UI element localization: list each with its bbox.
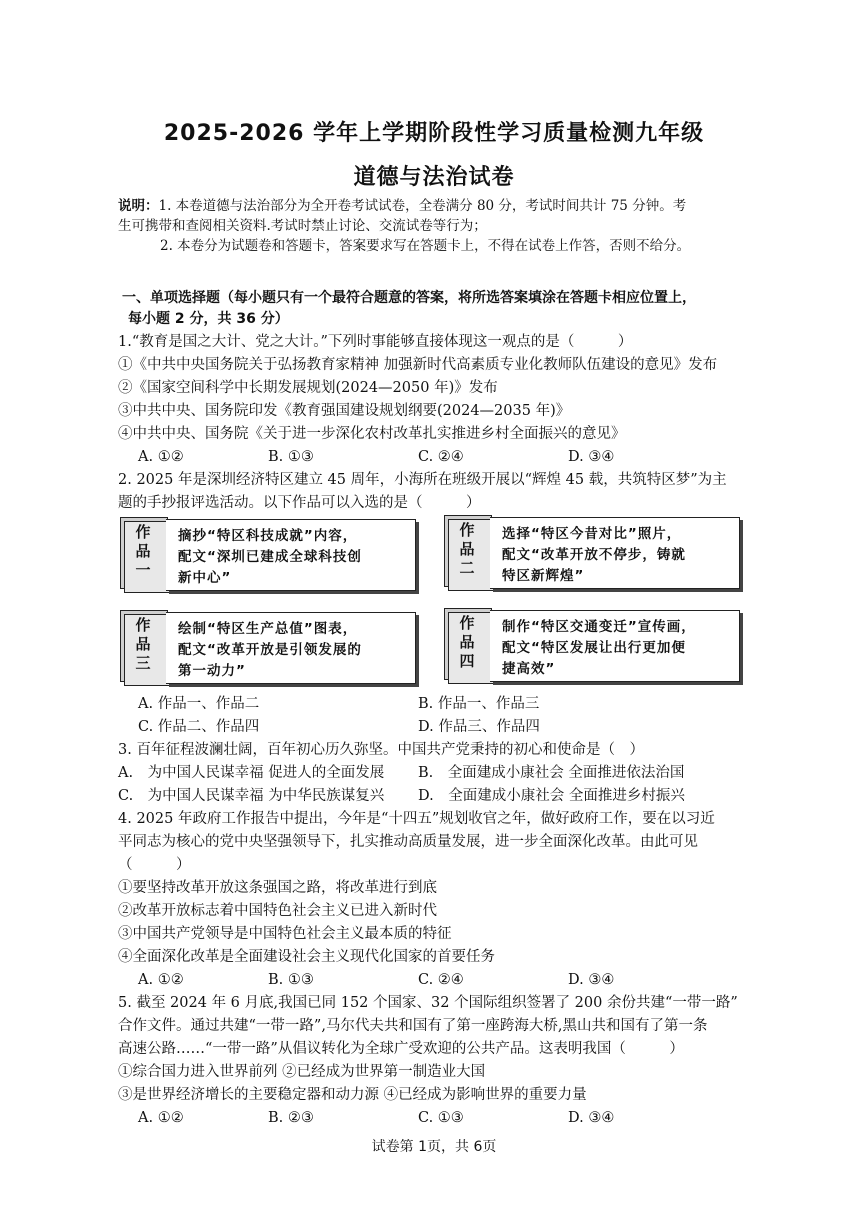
artwork-card-2-text: 选择“特区今昔对比”照片， 配文“改革开放不停步，铸就 特区新辉煌” [502, 526, 686, 584]
q4-item-3: ③中国共产党领导是中国特色社会主义最本质的特征 [118, 926, 452, 942]
artwork-card-1 [118, 517, 418, 595]
artwork-card-4-tag: 作品四 [459, 614, 475, 670]
q2-stem-line-2: 题的手抄报评选活动。以下作品可以入选的是（ ） [118, 495, 481, 511]
q4-item-4: ④全面深化改革是全面建设社会主义现代化国家的首要任务 [118, 949, 495, 965]
artwork-card-3-text: 绘制“特区生产总值”图表， 配文“改革开放是引领发展的 第一动力” [178, 621, 362, 679]
q5-stem-line-3: 高速公路……“一带一路”从倡议转化为全球广受欢迎的公共产品。这表明我国（ ） [118, 1041, 684, 1057]
q3-option-c: C. 为中国人民谋幸福 为中华民族谋复兴 [118, 788, 385, 804]
page-footer: 试卷第 1页，共 6页 [371, 1139, 497, 1155]
q5-option-a: A. ①② [138, 1110, 184, 1126]
notes-line-1: 说明：1. 本卷道德与法治部分为全开卷考试试卷，全卷满分 80 分，考试时间共计 75 分钟。考 [118, 198, 687, 214]
q5-option-c: C. ①③ [418, 1110, 464, 1126]
q2-option-c: C. 作品二、作品四 [138, 719, 260, 735]
artwork-card-1-text: 摘抄“特区科技成就”内容， 配文“深圳已建成全球科技创 新中心” [178, 528, 362, 586]
q5-option-d: D. ③④ [568, 1110, 615, 1126]
q2-stem-line-1: 2. 2025 年是深圳经济特区建立 45 周年，小海所在班级开展以“辉煌 45 载，共筑特区梦”为主 [118, 472, 727, 488]
q3-option-d: D. 全面建成小康社会 全面推进乡村振兴 [418, 788, 685, 804]
q1-stem: 1.“教育是国之大计、党之大计。”下列时事能够直接体现这一观点的是（ ） [118, 334, 633, 350]
q4-stem-line-3: （ ） [118, 857, 191, 873]
q5-stem-line-2: 合作文件。通过共建“一带一路”,马尔代夫共和国有了第一座跨海大桥,黑山共和国有了第一条 [118, 1018, 708, 1034]
q5-option-b: B. ②③ [268, 1110, 314, 1126]
q5-stem-line-1: 5. 截至 2024 年 6 月底,我国已同 152 个国家、32 个国际组织签署了 200 余份共建“一带一路” [118, 995, 738, 1011]
q3-option-b: B. 全面建成小康社会 全面推进依法治国 [418, 765, 685, 781]
q5-item-1: ①综合国力进入世界前列 ②已经成为世界第一制造业大国 [118, 1064, 486, 1080]
q1-item-1: ①《中共中央国务院关于弘扬教育家精神 加强新时代高素质专业化教师队伍建设的意见》发布 [118, 357, 718, 373]
notes-label: 说明： [118, 198, 159, 214]
q4-option-c: C. ②④ [418, 972, 464, 988]
q3-stem: 3. 百年征程波澜壮阔，百年初心历久弥坚。中国共产党秉持的初心和使命是（ ） [118, 742, 644, 758]
notes-line-2: 生可携带和查阅相关资料.考试时禁止讨论、交流试卷等行为； [118, 218, 487, 234]
artwork-card-4 [442, 608, 742, 686]
section-heading-line-1: 一、单项选择题（每小题只有一个最符合题意的答案，将所选答案填涂在答题卡相应位置上， [122, 290, 696, 306]
page-title: 2025-2026 学年上学期阶段性学习质量检测九年级 [163, 121, 705, 146]
artwork-card-2-tag: 作品二 [459, 521, 475, 577]
q2-option-b: B. 作品一、作品三 [418, 696, 540, 712]
page-subtitle: 道德与法治试卷 [353, 165, 515, 190]
q4-stem-line-2: 平同志为核心的党中央坚强领导下，扎实推动高质量发展，进一步全面深化改革。由此可见 [118, 834, 698, 850]
q1-option-d: D. ③④ [568, 449, 615, 465]
q1-item-3: ③中共中央、国务院印发《教育强国建设规划纲要(2024—2035 年)》 [118, 403, 571, 419]
q1-option-a: A. ①② [138, 449, 184, 465]
artwork-card-4-text: 制作“特区交通变迁”宣传画， 配文“特区发展让出行更加便 捷高效” [502, 619, 696, 677]
q3-option-a: A. 为中国人民谋幸福 促进人的全面发展 [118, 765, 385, 781]
q4-item-1: ①要坚持改革开放这条强国之路，将改革进行到底 [118, 880, 437, 896]
q4-option-b: B. ①③ [268, 972, 314, 988]
q1-item-2: ②《国家空间科学中长期发展规划(2024—2050 年)》发布 [118, 380, 498, 396]
section-heading-line-2: 每小题 2 分，共 36 分） [128, 311, 289, 327]
q1-item-4: ④中共中央、国务院《关于进一步深化农村改革扎实推进乡村全面振兴的意见》 [118, 426, 626, 442]
artwork-card-2 [442, 515, 742, 593]
q4-option-a: A. ①② [138, 972, 184, 988]
artwork-card-1-tag: 作品一 [135, 523, 151, 579]
q4-item-2: ②改革开放标志着中国特色社会主义已进入新时代 [118, 903, 437, 919]
artwork-card-3 [118, 610, 418, 688]
notes-line-3: 2. 本卷分为试题卷和答题卡，答案要求写在答题卡上，不得在试卷上作答，否则不给分。 [160, 238, 691, 254]
q5-item-2: ③是世界经济增长的主要稳定器和动力源 ④已经成为影响世界的重要力量 [118, 1087, 587, 1103]
q2-option-d: D. 作品三、作品四 [418, 719, 540, 735]
q4-stem-line-1: 4. 2025 年政府工作报告中提出，今年是“十四五”规划收官之年，做好政府工作，要在以习近 [118, 811, 715, 827]
q4-option-d: D. ③④ [568, 972, 615, 988]
artwork-card-3-tag: 作品三 [135, 616, 151, 672]
q2-option-a: A. 作品一、作品二 [138, 696, 260, 712]
q1-option-c: C. ②④ [418, 449, 464, 465]
q1-option-b: B. ①③ [268, 449, 314, 465]
